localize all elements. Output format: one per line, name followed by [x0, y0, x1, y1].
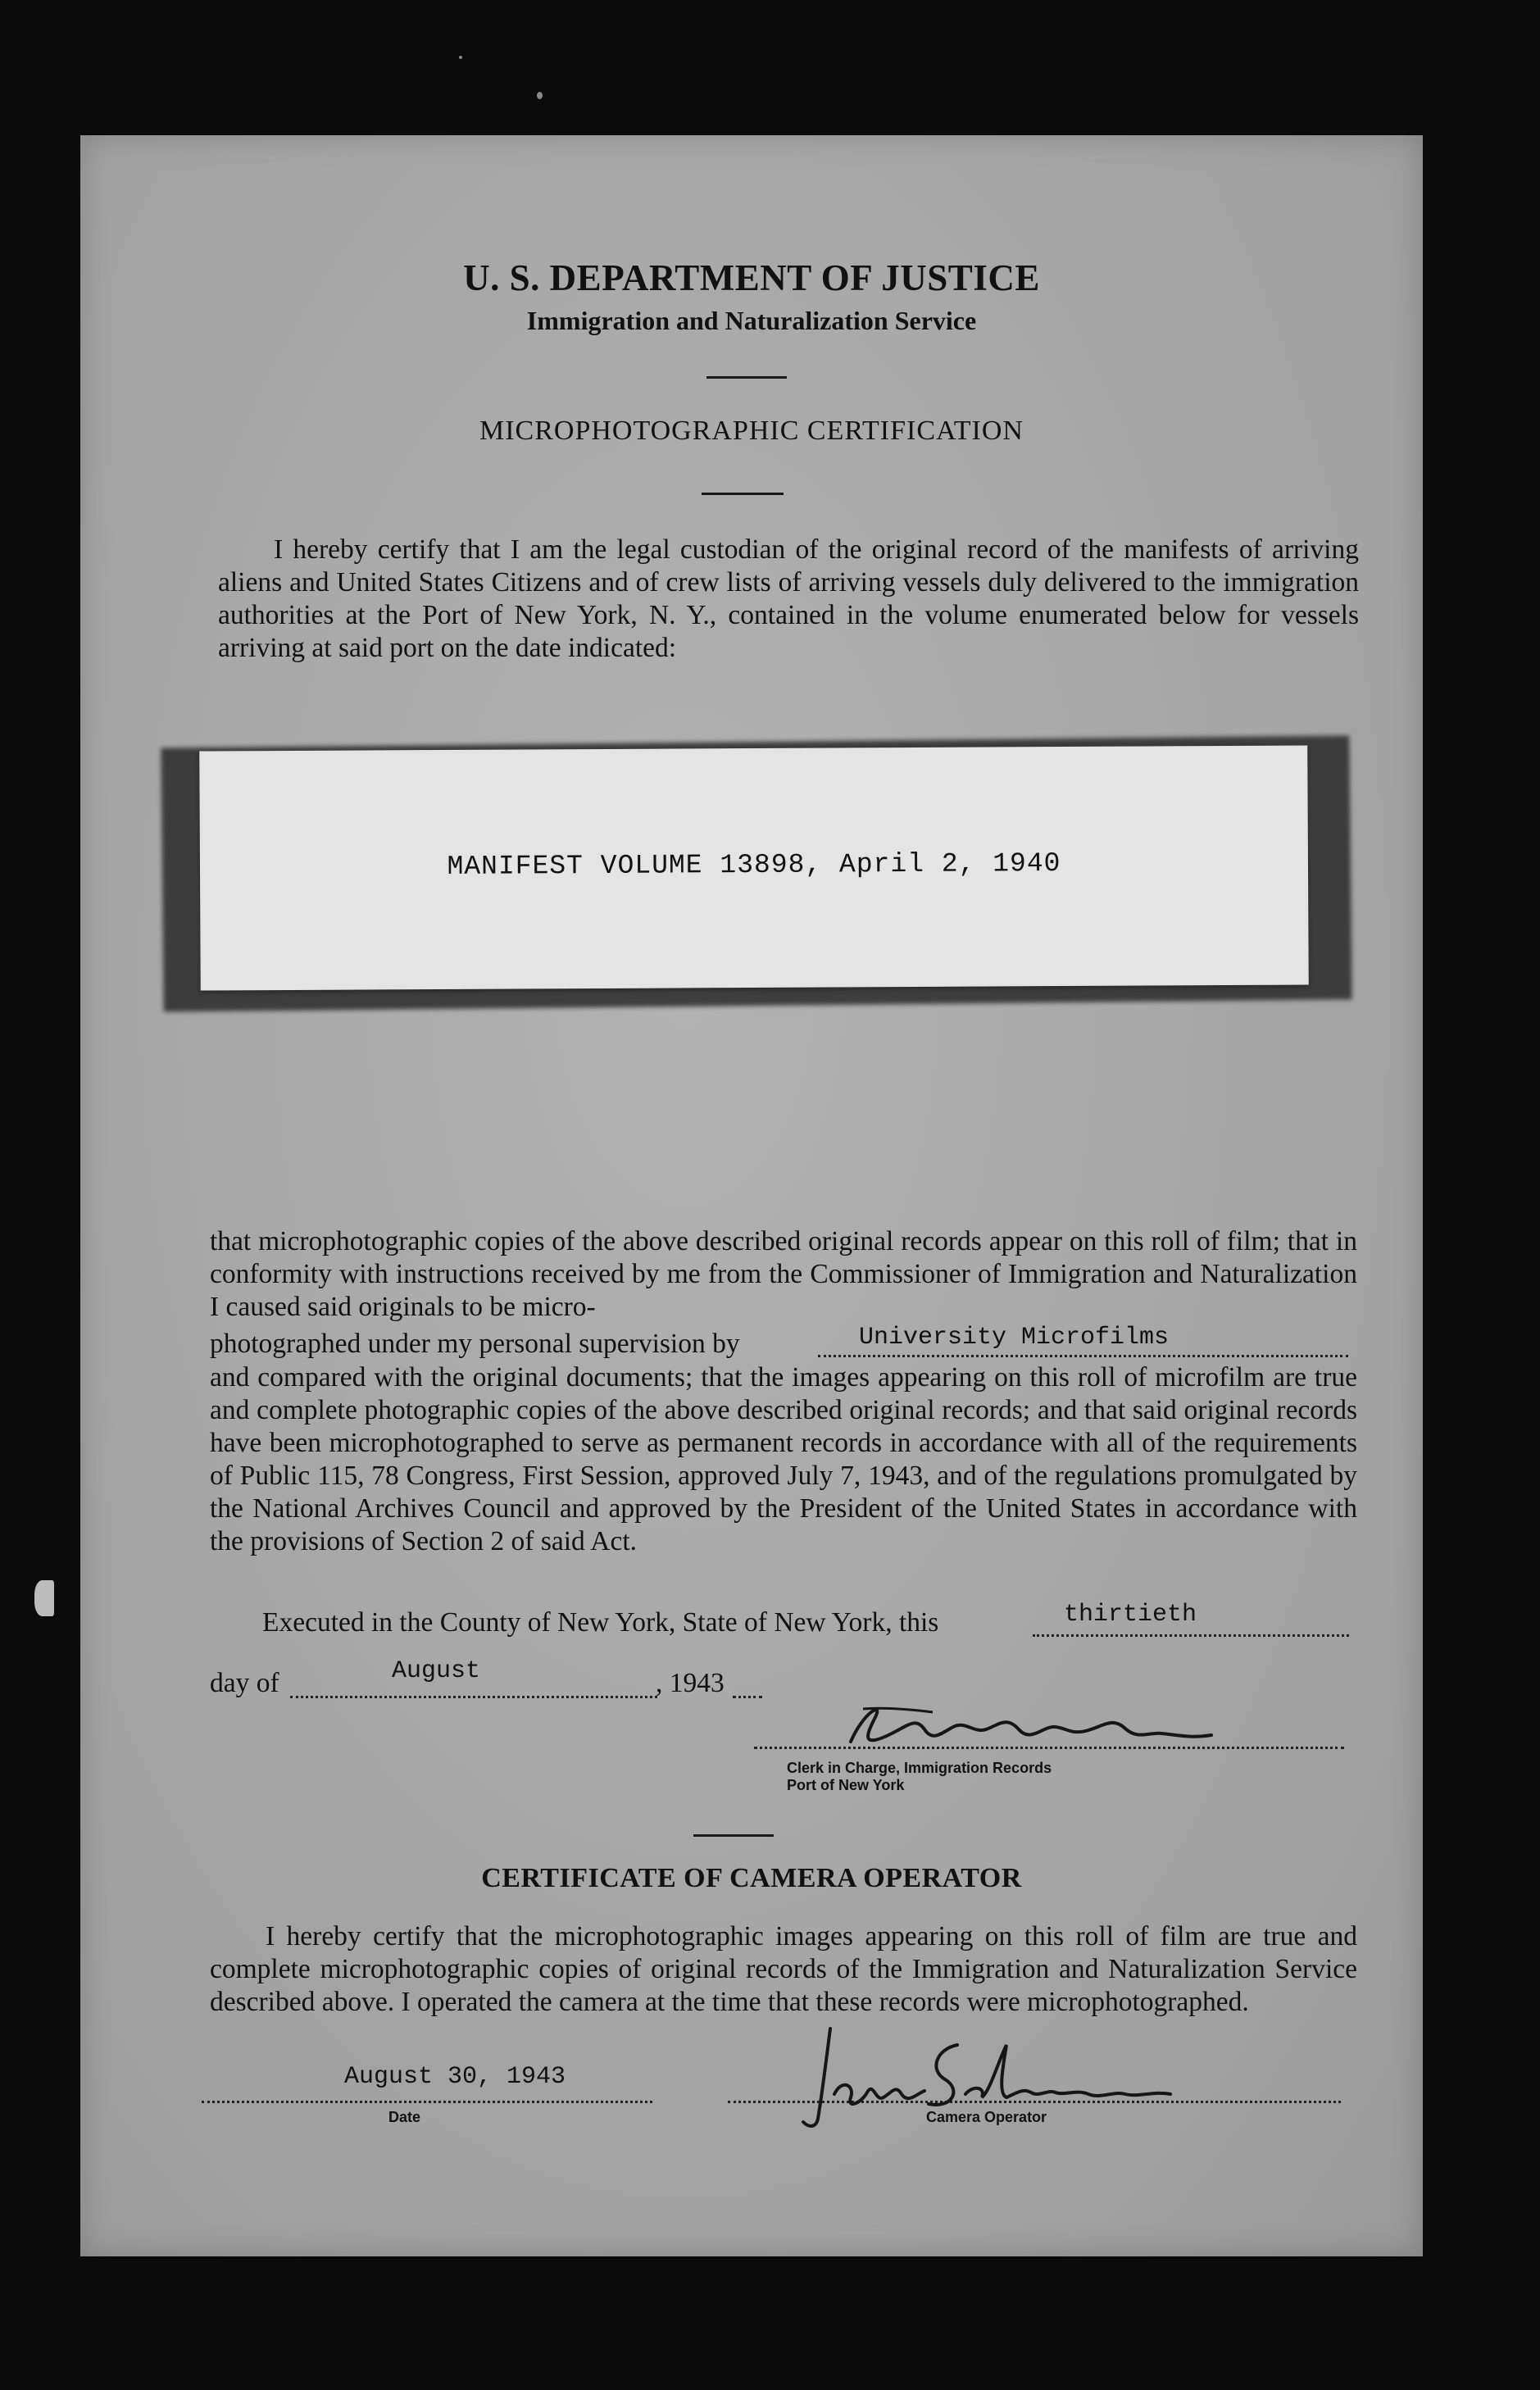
divider-rule: [693, 1834, 774, 1837]
camera-certificate-title: CERTIFICATE OF CAMERA OPERATOR: [481, 1863, 1022, 1893]
year-label: , 1943: [656, 1668, 725, 1698]
body-paragraph-2: and compared with the original documents; that the images appearing on this roll of microfilm are true and complete photographic copies of the above described original records; and that said original records have been microphotographed to serve as permanent records in accordance with all of the requirements of Public 115, 78 Congress, First Session, approved July 7, 1943, and of the regulations promulgated by the National Archives Council and approved by the President of the United States in accordance with the provisions of Section 2 of said Act.: [210, 1362, 1357, 1556]
supervision-value: University Microfilms: [859, 1324, 1170, 1352]
clerk-caption-line-1: Clerk in Charge, Immigration Records: [787, 1760, 1052, 1776]
date-fill-line: [202, 2101, 652, 2103]
supervision-label: photographed under my personal supervision by: [210, 1329, 740, 1359]
certification-title: MICROPHOTOGRAPHIC CERTIFICATION: [479, 416, 1024, 446]
manifest-volume-text: MANIFEST VOLUME 13898, April 2, 1940: [447, 848, 1061, 882]
clerk-signature-icon: [818, 1684, 1228, 1766]
day-of-label: day of: [210, 1668, 279, 1698]
month-value: August: [392, 1657, 481, 1685]
divider-rule: [702, 493, 784, 495]
clerk-caption: [787, 1760, 1052, 1794]
intro-paragraph: I hereby certify that I am the legal custodian of the original record of the manifests of arriving aliens and United States Citizens and of crew lists of arriving vessels duly delivered to the immigration authorities at the Port of New York, N. Y., contained in the volume enumerated below for vessels arriving at said port on the date indicated:: [218, 534, 1359, 663]
camera-operator-label: Camera Operator: [926, 2109, 1047, 2125]
department-heading: U. S. DEPARTMENT OF JUSTICE: [463, 257, 1040, 298]
day-value: thirtieth: [1064, 1601, 1197, 1629]
day-fill-line: [1033, 1634, 1349, 1637]
month-fill-line: [290, 1696, 657, 1698]
body-paragraph-1: that microphotographic copies of the above described original records appear on this roll of film; that in conformity with instructions received by me from the Commissioner of Immigration and Naturalization I caused said originals to be micro-: [210, 1226, 1357, 1322]
supervision-fill-line: [818, 1355, 1348, 1357]
volume-slip: [199, 745, 1309, 990]
clerk-caption-line-2: Port of New York: [787, 1777, 905, 1793]
executed-label: Executed in the County of New York, State of New York, this: [262, 1607, 939, 1638]
certificate-page: [80, 135, 1423, 2256]
divider-rule: [706, 376, 787, 379]
scan-speck: [459, 56, 462, 59]
camera-date-label: Date: [388, 2109, 421, 2125]
year-fill-line: [733, 1696, 762, 1698]
scan-speck: [34, 1580, 54, 1616]
camera-date-value: August 30, 1943: [344, 2063, 566, 2091]
camera-certificate-paragraph: I hereby certify that the microphotographic images appearing on this roll of film are true and complete microphotographic copies of original records of the Immigration and Naturalization Service described above. I operated the camera at the time that these records were microphotographed.: [210, 1921, 1357, 2017]
service-subheading: Immigration and Naturalization Service: [526, 306, 977, 335]
scan-speck: [537, 92, 543, 99]
